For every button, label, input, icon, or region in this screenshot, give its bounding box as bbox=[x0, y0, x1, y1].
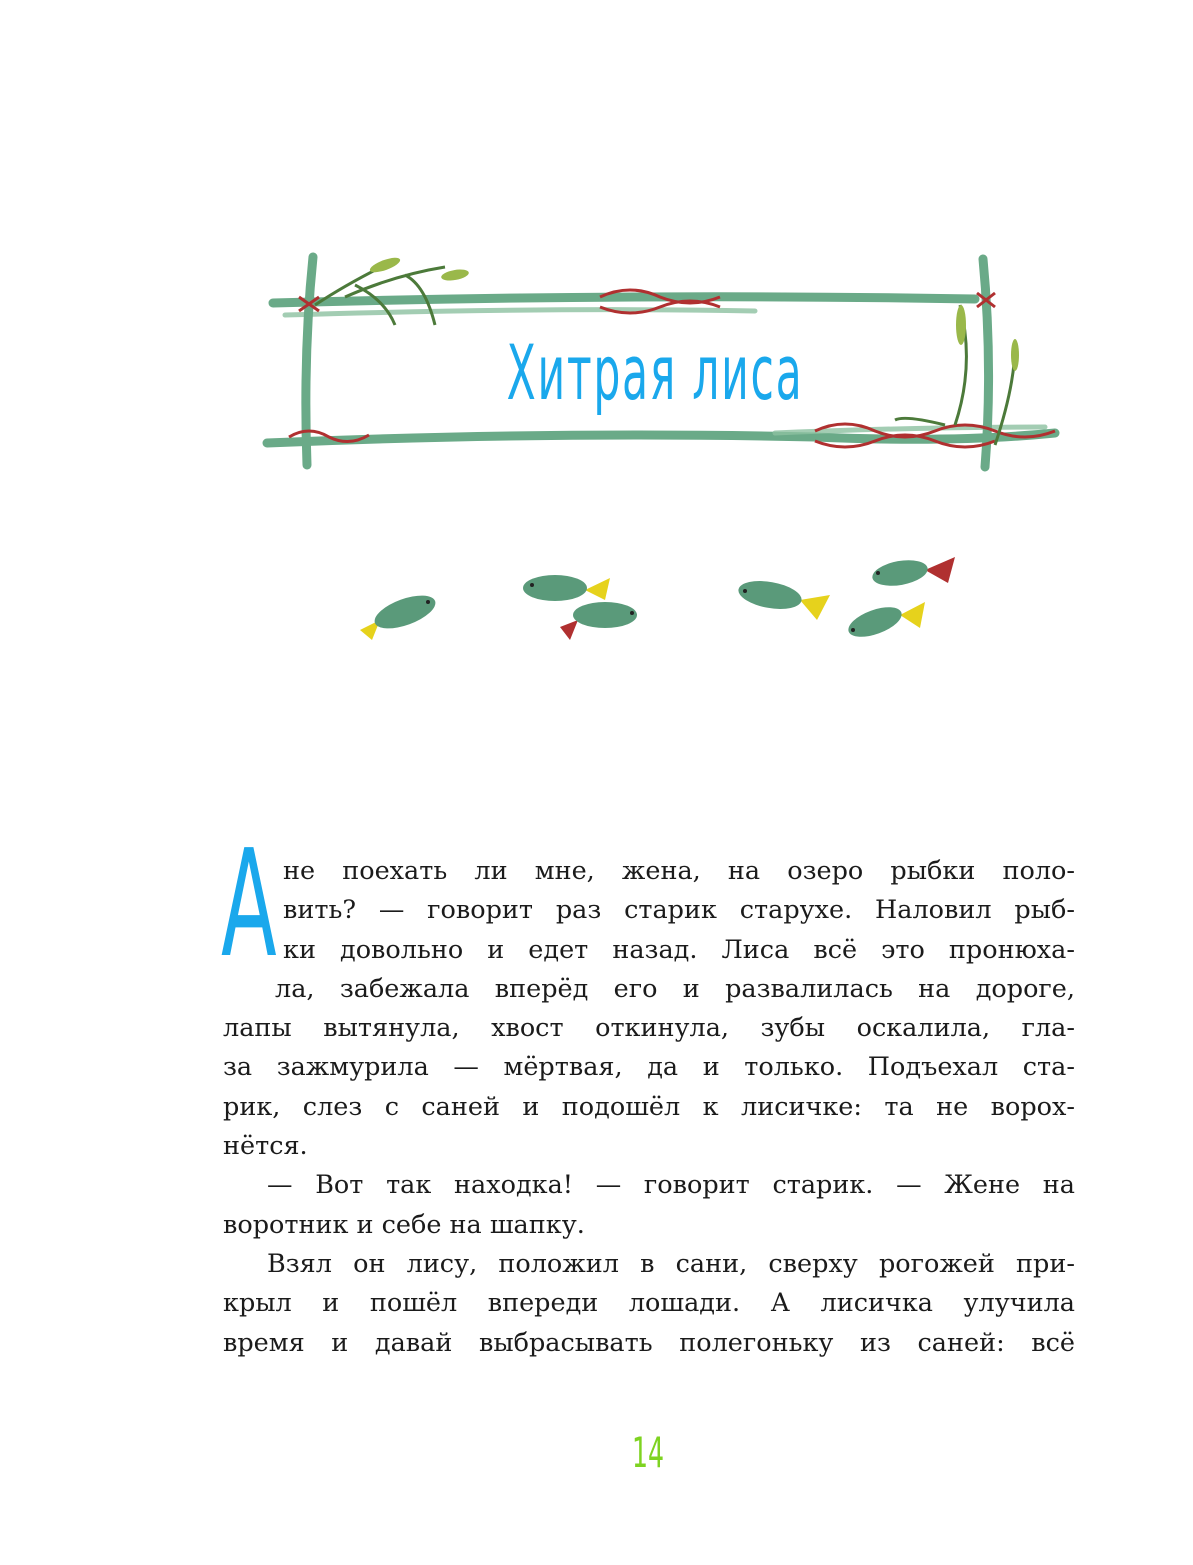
text-line: воротник и себе на шапку. bbox=[223, 1209, 585, 1240]
fish-icon bbox=[736, 577, 830, 620]
drop-cap: А bbox=[221, 818, 277, 990]
text-line: ки довольно и едет назад. Лиса всё это пронюха- bbox=[283, 934, 1075, 965]
fish-icon bbox=[560, 602, 637, 640]
fish-illustration bbox=[330, 545, 970, 665]
text-line: время и давай выбрасывать полегоньку из саней: всё bbox=[223, 1327, 1075, 1358]
fish-icon bbox=[870, 556, 955, 589]
text-line: крыл и пошёл впереди лошади. А лисичка улучила bbox=[223, 1288, 1075, 1319]
title-frame bbox=[255, 245, 1065, 480]
fish-icon bbox=[523, 575, 610, 601]
text-line: вить? — говорит раз старик старухе. Наловил рыб- bbox=[283, 895, 1075, 926]
fish-icon bbox=[360, 589, 440, 640]
text-line: ла, забежала вперёд его и развалилась на дороге, bbox=[275, 973, 1075, 1004]
page-title: Хитрая лиса bbox=[506, 328, 804, 417]
text-line: нётся. bbox=[223, 1131, 308, 1162]
story-text bbox=[221, 818, 1075, 1363]
text-line: рик, слез с саней и подошёл к лисичке: та не ворох- bbox=[223, 1091, 1075, 1122]
page-number: 14 bbox=[631, 1428, 665, 1477]
text-line: — Вот так находка! — говорит старик. — Жене на bbox=[267, 1170, 1075, 1201]
text-line: не поехать ли мне, жена, на озеро рыбки поло- bbox=[283, 856, 1075, 886]
fish-icon bbox=[845, 601, 925, 643]
text-line: лапы вытянула, хвост откинула, зубы оскалила, гла- bbox=[223, 1013, 1075, 1044]
text-line: за зажмурила — мёртвая, да и только. Подъехал ста- bbox=[223, 1052, 1075, 1083]
text-line: Взял он лису, положил в сани, сверху рогожей при- bbox=[267, 1248, 1075, 1279]
